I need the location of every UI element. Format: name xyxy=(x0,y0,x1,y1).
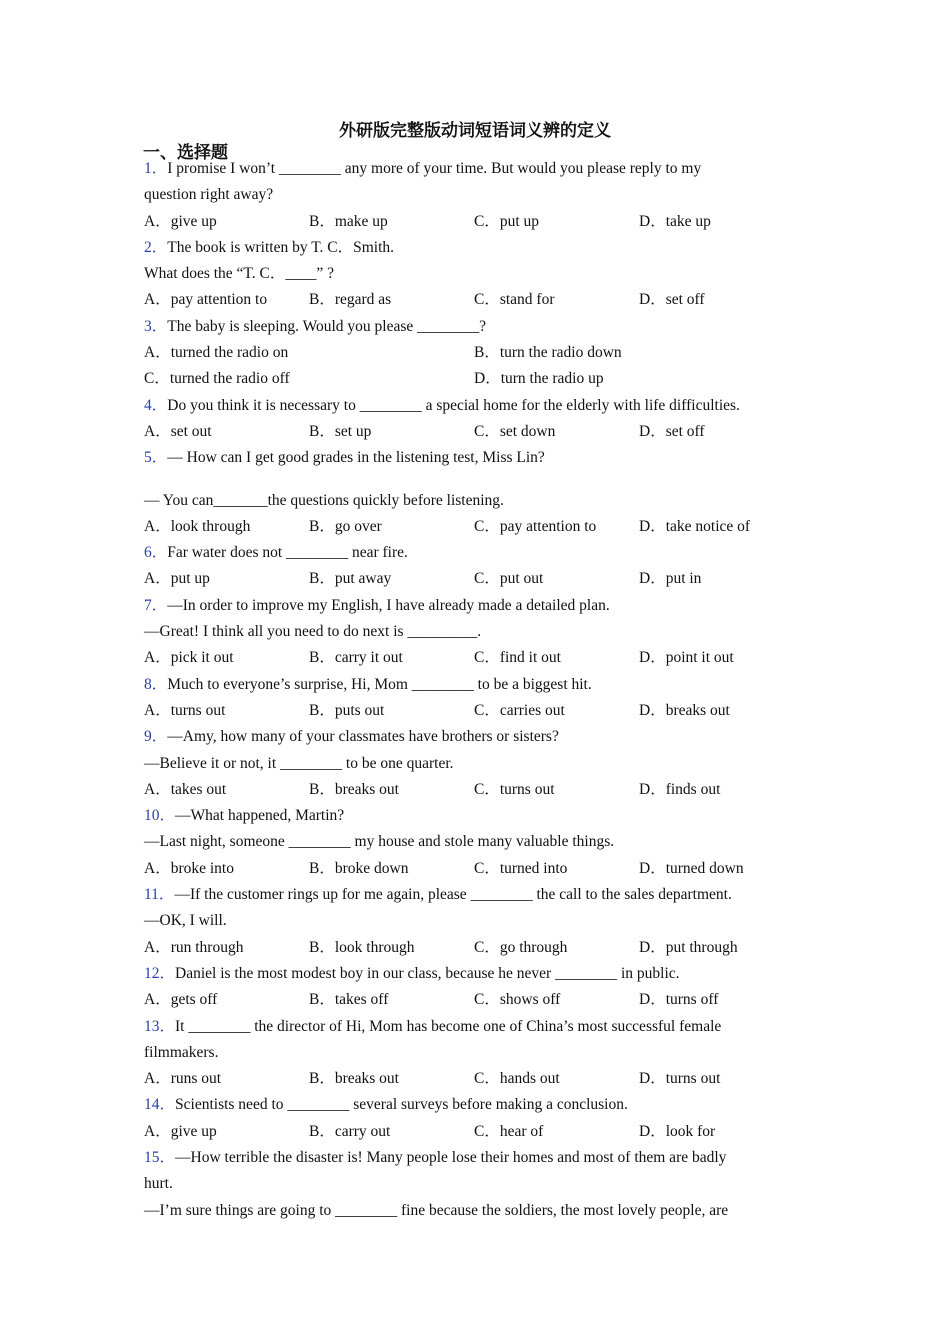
option-b[interactable]: B．turn the radio down xyxy=(474,344,622,362)
question-5: 5．— How can I get good grades in the listening test, Miss Lin? xyxy=(144,449,545,467)
option-a[interactable]: A．gets off xyxy=(144,991,218,1009)
question-8: 8．Much to everyone’s surprise, Hi, Mom ________ to be a biggest hit. xyxy=(144,675,592,693)
option-c[interactable]: C．shows off xyxy=(474,991,561,1009)
option-a[interactable]: A．give up xyxy=(144,212,217,230)
option-c[interactable]: C．carries out xyxy=(474,701,565,719)
option-d[interactable]: D．turns off xyxy=(639,991,719,1009)
question-10: 10．—What happened, Martin? xyxy=(144,807,345,825)
question-13-options xyxy=(144,1066,804,1092)
option-c[interactable]: C．set down xyxy=(474,422,556,440)
option-c[interactable]: C．turned the radio off xyxy=(144,370,290,388)
question-list xyxy=(144,156,804,1224)
option-b[interactable]: B．put away xyxy=(309,570,392,588)
option-a[interactable]: A．takes out xyxy=(144,780,227,798)
option-a[interactable]: A．give up xyxy=(144,1122,217,1140)
option-c[interactable]: C．hands out xyxy=(474,1070,560,1088)
option-b[interactable]: B．puts out xyxy=(309,701,385,719)
option-c[interactable]: C．stand for xyxy=(474,291,555,309)
option-b[interactable]: B．broke down xyxy=(309,859,409,877)
question-1-options xyxy=(144,209,804,235)
option-a[interactable]: A．run through xyxy=(144,938,244,956)
option-c[interactable]: C．pay attention to xyxy=(474,517,597,535)
option-c[interactable]: C．put up xyxy=(474,212,540,230)
question-15-continued: hurt. xyxy=(144,1175,173,1193)
question-4: 4．Do you think it is necessary to ________ a special home for the elderly with life difficulties. xyxy=(144,396,740,414)
question-15-continued-2: —I’m sure things are going to ________ fine because the soldiers, the most lovely people, are xyxy=(144,1201,729,1219)
option-a[interactable]: A．pick it out xyxy=(144,649,234,667)
question-11: 11．—If the customer rings up for me again, please ________ the call to the sales department. xyxy=(144,886,732,904)
question-13-continued: filmmakers. xyxy=(144,1043,219,1061)
question-1: 1．I promise I won’t ________ any more of your time. But would you please reply to my xyxy=(144,160,702,177)
option-c[interactable]: C．put out xyxy=(474,570,544,588)
option-d[interactable]: D．turned down xyxy=(639,859,744,877)
option-d[interactable]: D．set off xyxy=(639,422,705,440)
question-7-options xyxy=(144,645,804,671)
option-a[interactable]: A．turned the radio on xyxy=(144,344,289,362)
option-b[interactable]: B．takes off xyxy=(309,991,389,1009)
option-b[interactable]: B．regard as xyxy=(309,291,392,309)
question-9: 9．—Amy, how many of your classmates have brothers or sisters? xyxy=(144,728,559,746)
question-14-options xyxy=(144,1119,804,1145)
option-b[interactable]: B．make up xyxy=(309,212,388,230)
option-d[interactable]: D．take notice of xyxy=(639,517,751,535)
question-5-options xyxy=(144,514,804,540)
option-d[interactable]: D．look for xyxy=(639,1122,716,1140)
option-d[interactable]: D．turns out xyxy=(639,1070,721,1088)
option-b[interactable]: B．go over xyxy=(309,517,382,535)
option-c[interactable]: C．find it out xyxy=(474,649,561,667)
question-7: 7．—In order to improve my English, I have already made a detailed plan. xyxy=(144,596,610,614)
question-3-options-row-2 xyxy=(144,366,804,392)
option-c[interactable]: C．turned into xyxy=(474,859,568,877)
question-9-continued: —Believe it or not, it ________ to be one quarter. xyxy=(144,754,454,772)
question-14: 14．Scientists need to ________ several surveys before making a conclusion. xyxy=(144,1096,628,1114)
option-b[interactable]: B．carry it out xyxy=(309,649,403,667)
option-b[interactable]: B．look through xyxy=(309,938,415,956)
question-11-continued: —OK, I will. xyxy=(144,912,227,930)
question-12: 12．Daniel is the most modest boy in our class, because he never ________ in public. xyxy=(144,964,680,982)
option-d[interactable]: D．set off xyxy=(639,291,705,309)
question-2-continued: What does the “T. C．____” ? xyxy=(144,265,334,283)
question-2: 2．The book is written by T. C．Smith. xyxy=(144,238,395,256)
option-a[interactable]: A．look through xyxy=(144,517,251,535)
option-d[interactable]: D．put in xyxy=(639,570,702,588)
option-c[interactable]: C．turns out xyxy=(474,780,555,798)
question-6-options xyxy=(144,566,804,592)
question-4-options xyxy=(144,419,804,445)
option-a[interactable]: A．set out xyxy=(144,422,212,440)
spacer xyxy=(144,472,804,488)
option-d[interactable]: D．point it out xyxy=(639,649,734,667)
option-a[interactable]: A．runs out xyxy=(144,1070,222,1088)
option-c[interactable]: C．hear of xyxy=(474,1122,544,1140)
question-6: 6．Far water does not ________ near fire. xyxy=(144,544,408,562)
option-b[interactable]: B．set up xyxy=(309,422,372,440)
option-b[interactable]: B．breaks out xyxy=(309,780,399,798)
option-b[interactable]: B．breaks out xyxy=(309,1070,399,1088)
option-b[interactable]: B．carry out xyxy=(309,1122,391,1140)
option-d[interactable]: D．breaks out xyxy=(639,701,730,719)
question-3-options-row-1 xyxy=(144,340,804,366)
question-2-options xyxy=(144,287,804,313)
option-a[interactable]: A．turns out xyxy=(144,701,226,719)
option-d[interactable]: D．take up xyxy=(639,212,711,230)
option-c[interactable]: C．go through xyxy=(474,938,568,956)
question-13: 13．It ________ the director of Hi, Mom has become one of China’s most successful female xyxy=(144,1017,722,1035)
option-d[interactable]: D．turn the radio up xyxy=(474,370,604,388)
question-1-continued: question right away? xyxy=(144,186,274,204)
section-heading: 一、选择题 xyxy=(143,143,228,163)
question-12-options xyxy=(144,987,804,1013)
option-a[interactable]: A．broke into xyxy=(144,859,234,877)
question-11-options xyxy=(144,935,804,961)
question-8-options xyxy=(144,698,804,724)
question-10-continued: —Last night, someone ________ my house and stole many valuable things. xyxy=(144,833,615,851)
question-7-continued: —Great! I think all you need to do next is _________. xyxy=(144,623,482,641)
question-9-options xyxy=(144,777,804,803)
document-title: 外研版完整版动词短语词义辨的定义 xyxy=(339,121,611,141)
question-10-options xyxy=(144,856,804,882)
question-15: 15．—How terrible the disaster is! Many people lose their homes and most of them are badly xyxy=(144,1148,727,1166)
option-d[interactable]: D．put through xyxy=(639,938,738,956)
question-5-continued: — You can_______the questions quickly before listening. xyxy=(144,491,504,509)
question-3: 3．The baby is sleeping. Would you please ________? xyxy=(144,317,487,335)
option-d[interactable]: D．finds out xyxy=(639,780,721,798)
option-a[interactable]: A．put up xyxy=(144,570,210,588)
option-a[interactable]: A．pay attention to xyxy=(144,291,268,309)
